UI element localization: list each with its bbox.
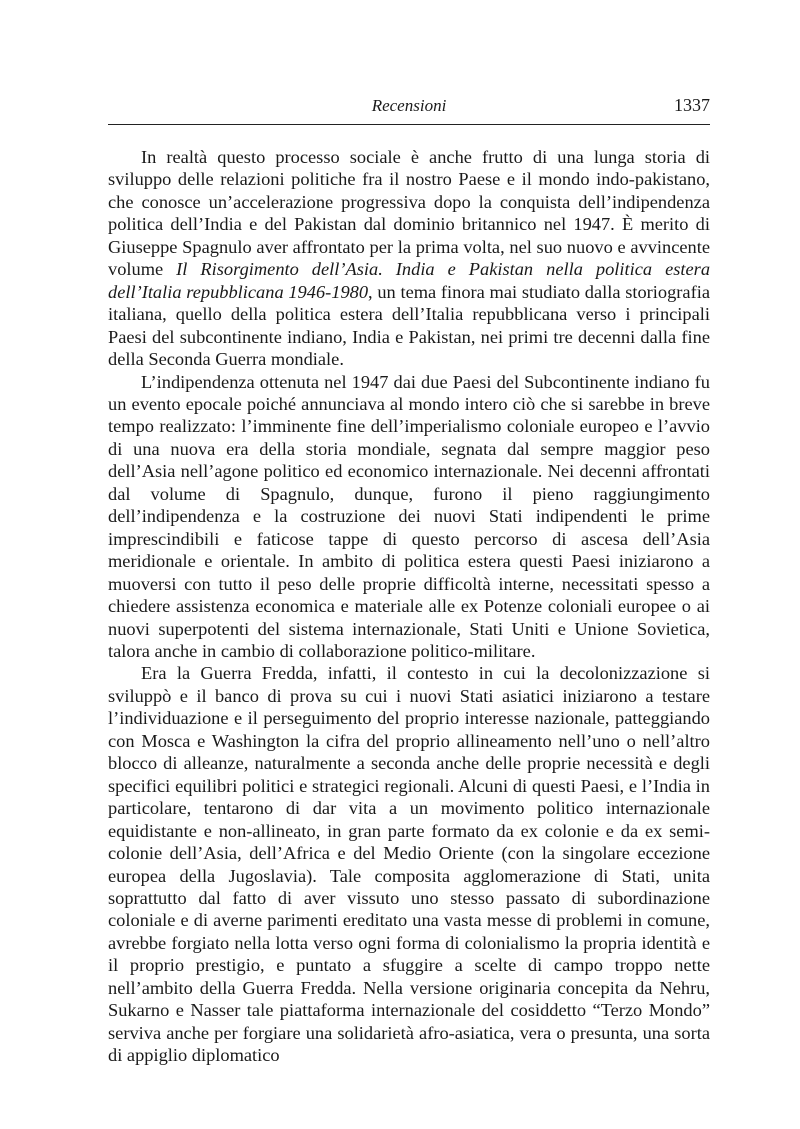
paragraph-3: Era la Guerra Fredda, infatti, il contesto in cui la decolonizzazione si sviluppò e il banco di prova su cui i nuovi Stati asiatici iniziarono a testare l’individuazione e il perseguimento del proprio interesse nazionale, patteggiando con Mosca e Washington la cifra del proprio allineamento nell’uno o nell’altro blocco di alleanze, naturalmente a seconda anche delle proprie necessità e degli specifici equilibri politici e strategici regionali. Alcuni di questi Paesi, e l’India in particolare, tentarono di dar vita a un movimento politico internazionale equidistante e non-allineato, in gran parte formato da ex colonie e da ex semi-colonie dell’Asia, dell’Africa e del Medio Oriente (con la singolare eccezione europea della Jugoslavia). Tale composita agglomerazione di Stati, unita soprattutto dal fatto di aver vissuto uno stesso passato di subordinazione coloniale e di averne parimenti ereditato una vasta messe di problemi in comune, avrebbe forgiato nella lotta verso ogni forma di colonialismo la propria identità e il proprio prestigio, e puntato a sfuggire a scelte di campo troppo nette nell’ambito della Guerra Fredda. Nella versione originaria concepita da Nehru, Sukarno e Nasser tale piattaforma internazionale del cosiddetto “Terzo Mondo” serviva anche per forgiare una solidarietà afro-asiatica, vera o presunta, una sorta di appiglio diplomatico bbox=[108, 663, 710, 1066]
page-number: 1337 bbox=[674, 95, 710, 115]
book-title: Il Risorgimento dell’Asia. India e Pakistan nella politica estera dell’Italia repubblicana 1946-1980 bbox=[108, 259, 711, 302]
running-head: Recensioni bbox=[371, 96, 447, 115]
body-text bbox=[108, 146, 710, 1067]
paragraph-1-text-end: , un tema finora mai studiato dalla storiografia italiana, quello della politica estera dell’Italia repubblicana verso i principali Paesi del subcontinente indiano, India e Pakistan, nei primi tre decenni dalla fine della Seconda Guerra mondiale. bbox=[108, 281, 710, 370]
paragraph-1 bbox=[108, 146, 710, 371]
page-header bbox=[108, 94, 710, 125]
paragraph-1-text-start: In realtà questo processo sociale è anche frutto di una lunga storia di sviluppo delle relazioni politiche fra il nostro Paese e il mondo indo-pakistano, che conosce un’accelerazione progressiva dopo la conquista dell’indipendenza politica dell’India e del Pakistan dal dominio britannico nel 1947. È merito di Giuseppe Spagnulo aver affrontato per la prima volta, nel suo nuovo e avvincente volume bbox=[108, 147, 710, 280]
paragraph-2: L’indipendenza ottenuta nel 1947 dai due Paesi del Subcontinente indiano fu un evento epocale poiché annunciava al mondo intero ciò che si sarebbe in breve tempo realizzato: l’imminente fine dell’imperialismo coloniale europeo e l’avvio di una nuova era della storia mondiale, segnata dal sempre maggior peso dell’Asia nell’agone politico ed economico internazionale. Nei decenni affrontati dal volume di Spagnulo, dunque, furono il pieno raggiungimento dell’indipendenza e la costruzione dei nuovi Stati indipendenti le prime imprescindibili e faticose tappe di questo percorso di ascesa dell’Asia meridionale e orientale. In ambito di politica estera questi Paesi iniziarono a muoversi con tutto il peso delle proprie difficoltà interne, necessitati spesso a chiedere assistenza economica e materiale alle ex Potenze coloniali europee o ai nuovi superpotenti del sistema internazionale, Stati Uniti e Unione Sovietica, talora anche in cambio di collaborazione politico-militare. bbox=[108, 371, 710, 661]
